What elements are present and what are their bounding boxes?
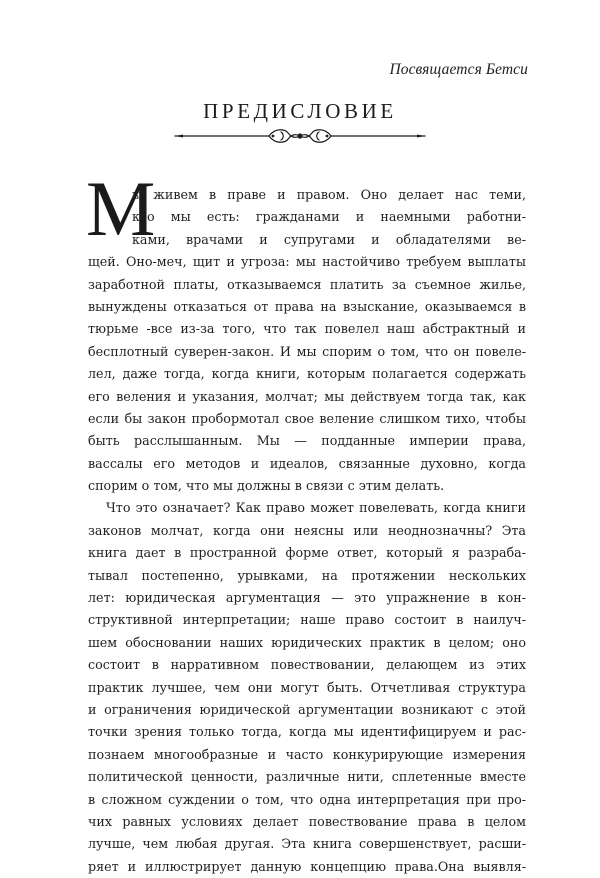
text-line: тывал постепенно, урывками, на протяжении нескольких [88, 567, 526, 583]
dedication: Посвящается Бетси [389, 61, 528, 78]
text-line: заработной платы, отказываемся платить за съемное жилье, [88, 276, 526, 292]
text-line: бесплотный суверен-закон. И мы спорим о том, что он повеле- [88, 343, 526, 359]
text-line: быть расслышанным. Мы — подданные империи права, [88, 433, 526, 449]
text-line: его веления и указания, молчат; мы действуем тогда так, как [88, 388, 526, 404]
text-line: лучше, чем любая другая. Эта книга совершенствует, расши- [88, 836, 526, 852]
text-line: чих равных условиях делает повествование права в целом [88, 813, 526, 829]
text-line: кто мы есть: гражданами и наемными работни- [132, 209, 526, 225]
text-line: вассалы его методов и идеалов, связанные духовно, когда [88, 455, 526, 471]
drop-cap: М [86, 165, 156, 252]
text-line: ы живем в праве и правом. Оно делает нас теми, [132, 187, 526, 202]
flourish-divider-icon [173, 124, 427, 148]
text-line: практик лучшее, чем они могут быть. Отчетливая структура [88, 679, 526, 695]
text-line: законов молчат, когда они неясны или неоднозначны? Эта [88, 522, 526, 538]
text-line: и ограничения юридической аргументации возникают с этой [88, 701, 526, 717]
text-line: шем обосновании наших юридических практик в целом; оно [88, 634, 526, 650]
text-line: тюрьме -все из-за того, что так повелел наш абстрактный и [88, 321, 526, 337]
text-line: щей. Оно-меч, щит и угроза: мы настойчиво требуем выплаты [88, 254, 526, 270]
text-line: книга дает в пространной форме ответ, который я разраба- [88, 545, 526, 561]
paragraph-1 [88, 184, 526, 497]
text-line: Что это означает? Как право может повелевать, когда книги [106, 500, 526, 516]
text-line: структивной интерпретации; наше право состоит в наилуч- [88, 612, 526, 628]
text-line: лел, даже тогда, когда книги, которым полагается содержать [88, 366, 526, 382]
text-line: политической ценности, различные нити, сплетенные вместе [88, 769, 526, 785]
text-line: познаем многообразные и часто конкурирующие измерения [88, 746, 526, 762]
text-line: ками, врачами и супругами и обладателями ве- [132, 231, 526, 247]
text-line: точки зрения только тогда, когда мы идентифицируем и рас- [88, 724, 526, 740]
paragraph-2 [88, 497, 526, 878]
text-line: ряет и иллюстрирует данную концепцию права.Она выявля- [88, 858, 526, 874]
text-line: в сложном суждении о том, что одна интерпретация при про- [88, 791, 526, 807]
text-line: состоит в нарративном повествовании, делающем из этих [88, 657, 526, 673]
chapter-title: ПРЕДИСЛОВИЕ [203, 99, 397, 123]
text-line: спорим о том, что мы должны в связи с этим делать. [88, 478, 445, 494]
preface-body [88, 184, 526, 878]
text-line: вынуждены отказаться от права на взыскание, оказываемся в [88, 298, 526, 314]
text-line: лет: юридическая аргументация — это упражнение в кон- [88, 590, 526, 606]
text-line: если бы закон пробормотал свое веление слишком тихо, чтобы [88, 410, 526, 426]
